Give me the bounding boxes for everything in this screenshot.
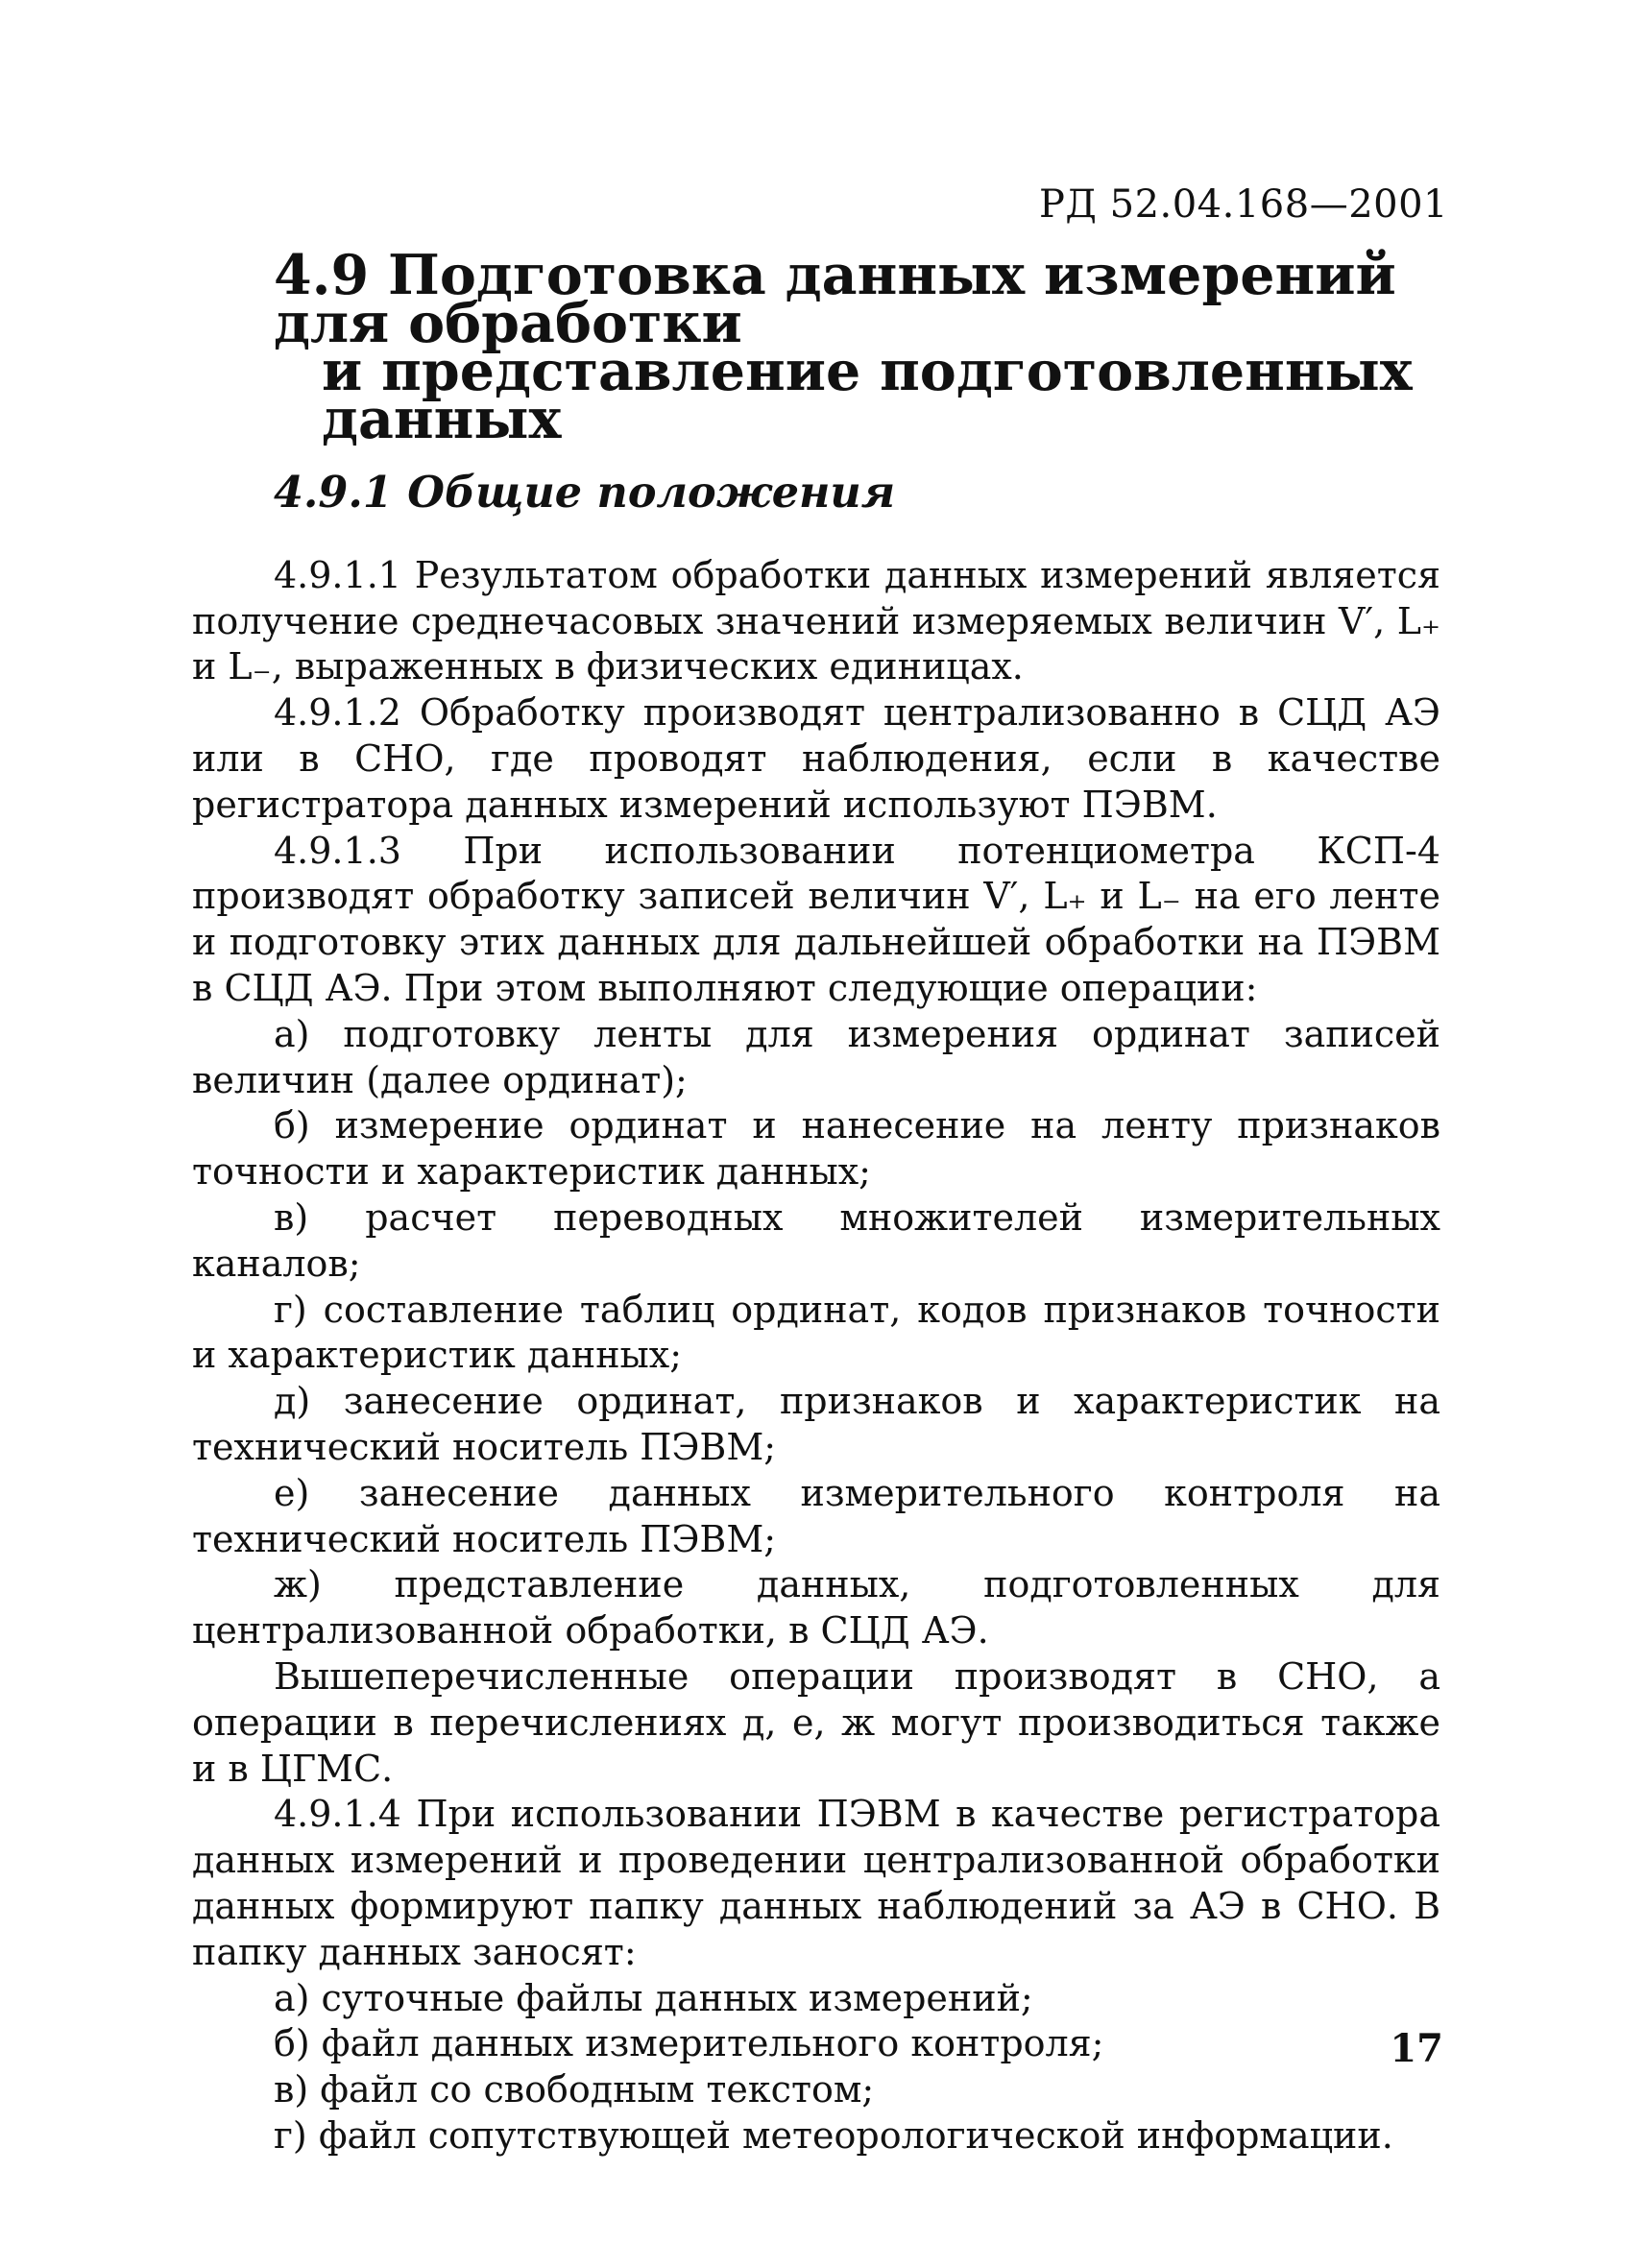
- section-title: [192, 243, 1440, 451]
- list-item-v: в) расчет переводных множителей измерительных каналов;: [192, 1195, 1440, 1285]
- paragraph-4-9-1-2: 4.9.1.2 Обработку производят централизованно в СЦД АЭ или в СНО, где проводят наблюдения, если в качестве регистратора данных измерений используют ПЭВМ.: [192, 691, 1440, 826]
- subsection-title: 4.9.1 Общие положения: [274, 468, 896, 518]
- folder-list-item-a: а) суточные файлы данных измерений;: [274, 1976, 1033, 2019]
- paragraph-4-9-1-4: 4.9.1.4 При использовании ПЭВМ в качестве регистратора данных измерений и проведении централизованной обработки данных формируют папку данных наблюдений за АЭ в СНО. В папку данных заносят:: [192, 1793, 1440, 1973]
- list-item-a: а) подготовку ленты для измерения ординат записей величин (далее ординат);: [192, 1012, 1440, 1101]
- paragraph-operations-note: Вышеперечисленные операции производят в СНО, а операции в перечислениях д, е, ж могут производиться также и в ЦГМС.: [192, 1654, 1440, 1790]
- list-item-g: г) составление таблиц ординат, кодов признаков точности и характеристик данных;: [192, 1288, 1440, 1377]
- list-item-e: е) занесение данных измерительного контроля на технический носитель ПЭВМ;: [192, 1471, 1440, 1560]
- paragraph-4-9-1-1: 4.9.1.1 Результатом обработки данных измерений является получение среднечасовых значений измеряемых величин V′, L₊ и L₋, выраженных в физических единицах.: [192, 553, 1440, 688]
- list-item-d: д) занесение ординат, признаков и характеристик на технический носитель ПЭВМ;: [192, 1380, 1440, 1468]
- section-title-line2: и представление подготовленных данных: [322, 339, 1413, 451]
- list-item-b: б) измерение ординат и нанесение на ленту признаков точности и характеристик данных;: [192, 1104, 1440, 1194]
- page-number: 17: [1390, 2026, 1443, 2071]
- body-text: [192, 243, 1440, 2159]
- list-item-zh: ж) представление данных, подготовленных для централизованной обработки, в СЦД АЭ.: [192, 1563, 1440, 1653]
- document-code: РД 52.04.168—2001: [1038, 182, 1448, 227]
- folder-list-item-v: в) файл со свободным текстом;: [274, 2068, 875, 2111]
- folder-list-item-g: г) файл сопутствующей метеорологической информации.: [274, 2113, 1393, 2157]
- paragraph-4-9-1-3: 4.9.1.3 При использовании потенциометра КСП-4 производят обработку записей величин V′, L₊ и L₋ на его ленте и подготовку этих данных для дальнейшей обработки на ПЭВМ в СЦД АЭ. При этом выполняют следующие операции:: [192, 829, 1440, 1009]
- section-title-line1: 4.9 Подготовка данных измерений для обработки: [274, 243, 1396, 355]
- folder-list-item-b: б) файл данных измерительного контроля;: [274, 2022, 1104, 2065]
